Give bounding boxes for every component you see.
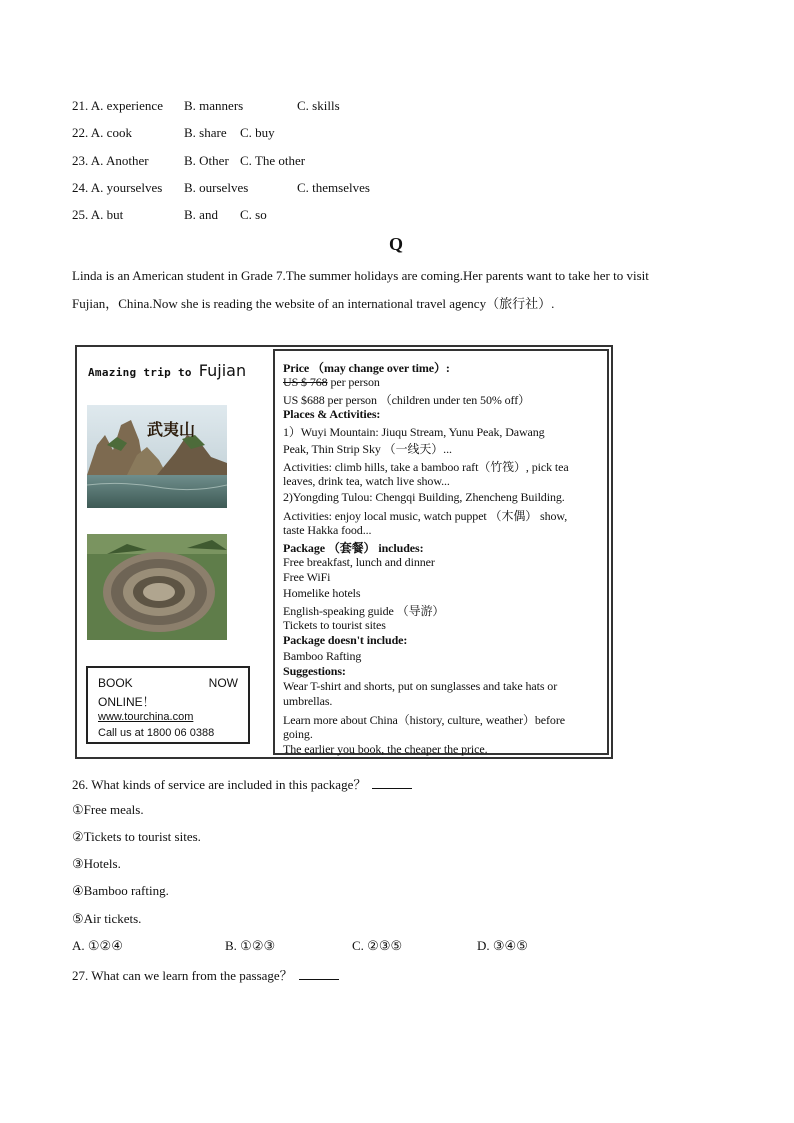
option-c: C. so <box>240 207 267 222</box>
option-a: 25. A. but <box>72 207 124 222</box>
option-a: 24. A. yourselves <box>72 180 163 195</box>
question-26-stem <box>72 774 412 793</box>
suggestion-line: going. <box>283 727 313 741</box>
exclude-item: Bamboo Rafting <box>283 649 362 663</box>
intro-line-1: Linda is an American student in Grade 7.The summer holidays are coming.Her parents want to take her to visit <box>72 268 649 283</box>
q26-item: ④Bamboo rafting. <box>72 883 169 898</box>
ad-details-panel <box>273 349 609 755</box>
option-a: 23. A. Another <box>72 153 149 168</box>
option-c: C. ②③⑤ <box>352 938 403 953</box>
tulou-activities-1: Activities: enjoy local music, watch puppet （木偶） show, <box>283 509 568 523</box>
option-c: C. The other <box>240 153 306 168</box>
old-price-value: US $ 768 <box>283 375 328 389</box>
package-item: Homelike hotels <box>283 586 361 600</box>
suggestion-line: Wear T-shirt and shorts, put on sunglasses and take hats or <box>283 679 558 693</box>
website-link[interactable]: www.tourchina.com <box>98 711 194 723</box>
question-26-text: 26. What kinds of service are included in this package？ <box>72 777 367 792</box>
q26-item: ⑤Air tickets. <box>72 911 142 926</box>
suggestions-heading: Suggestions: <box>283 664 346 678</box>
ad-left-panel <box>85 353 269 753</box>
wuyi-line-2: Peak, Thin Strip Sky （一线天）... <box>283 442 452 456</box>
option-b: B. share <box>184 125 227 140</box>
new-price: US $688 per person （children under ten 50% off） <box>283 393 531 407</box>
option-a: 21. A. experience <box>72 98 163 113</box>
online-label: ONLINE！ <box>98 695 155 709</box>
option-b: B. Other <box>184 153 229 168</box>
answer-blank <box>299 969 339 980</box>
option-b: B. manners <box>184 98 244 113</box>
package-item: Free breakfast, lunch and dinner <box>283 555 435 569</box>
package-item: Free WiFi <box>283 570 331 584</box>
wuyi-activities-1: Activities: climb hills, take a bamboo raft（竹筏）, pick tea <box>283 460 569 474</box>
question-27-text: 27. What can we learn from the passage？ <box>72 968 293 983</box>
question-27-stem <box>72 965 339 984</box>
q26-item: ①Free meals. <box>72 802 144 817</box>
old-price-suffix: per person <box>327 375 380 389</box>
tulou-photo <box>87 534 227 640</box>
travel-advertisement <box>75 345 613 759</box>
book-label: BOOK <box>98 676 133 690</box>
package-heading: Package （套餐） includes: <box>283 541 424 555</box>
option-c: C. themselves <box>297 180 370 195</box>
suggestion-line: Learn more about China（history, culture, weather）before <box>283 713 565 727</box>
suggestion-line: The earlier you book, the cheaper the price. <box>283 742 488 756</box>
ad-title-prefix: Amazing trip to <box>88 366 192 379</box>
option-b: B. ①②③ <box>225 938 276 953</box>
tulou-line-1: 2)Yongding Tulou: Chengqi Building, Zhencheng Building. <box>283 490 565 504</box>
suggestion-line: umbrellas. <box>283 694 333 708</box>
ad-title-place: Fujian <box>198 361 247 380</box>
q26-item: ②Tickets to tourist sites. <box>72 829 201 844</box>
section-heading: Q <box>389 234 404 254</box>
option-d: D. ③④⑤ <box>477 938 528 953</box>
book-now-box[interactable] <box>86 666 250 744</box>
option-a: A. ①②④ <box>72 938 123 953</box>
ad-title <box>88 361 246 380</box>
option-c: C. buy <box>240 125 275 140</box>
q26-item: ③Hotels. <box>72 856 121 871</box>
wuyi-mountain-photo <box>87 405 227 508</box>
places-heading: Places & Activities: <box>283 407 381 421</box>
option-b: B. ourselves <box>184 180 249 195</box>
package-item: Tickets to tourist sites <box>283 618 386 632</box>
option-b: B. and <box>184 207 218 222</box>
wuyi-line-1: 1）Wuyi Mountain: Jiuqu Stream, Yunu Peak, Dawang <box>283 425 545 439</box>
exclude-heading: Package doesn't include: <box>283 633 408 647</box>
phone-number: Call us at 1800 06 0388 <box>98 727 215 739</box>
intro-line-2: Fujian，China.Now she is reading the website of an international travel agency（旅行社）. <box>72 296 555 311</box>
price-heading: Price （may change over time）: <box>283 361 450 375</box>
old-price <box>283 375 380 390</box>
answer-blank <box>372 778 412 789</box>
photo-caption: 武夷山 <box>147 420 196 439</box>
wuyi-activities-2: leaves, drink tea, watch live show... <box>283 474 450 488</box>
option-a: 22. A. cook <box>72 125 132 140</box>
now-label: NOW <box>208 676 238 690</box>
tulou-activities-2: taste Hakka food... <box>283 523 372 537</box>
package-item: English-speaking guide （导游） <box>283 604 445 618</box>
option-c: C. skills <box>297 98 340 113</box>
